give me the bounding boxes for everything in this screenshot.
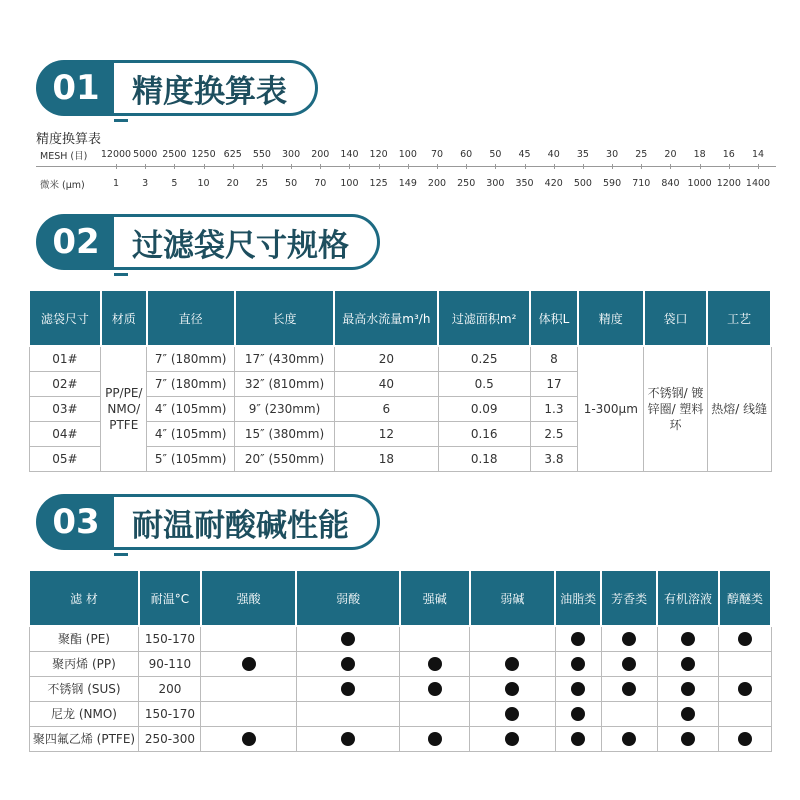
micron-value: 20 [226,178,239,189]
mesh-value: 45 [518,149,531,160]
flow-cell: 40 [334,371,438,396]
scale-tick [641,164,642,169]
resistant-dot-icon [681,732,695,746]
mesh-label: MESH (目) [40,151,88,162]
scale-tick [233,164,234,169]
scale-tick [145,164,146,169]
conversion-divider [36,166,776,167]
resistant-dot-icon [505,707,519,721]
resistance-cell [201,651,297,676]
micron-value: 1 [112,178,120,189]
material-name-cell: 不锈钢 (SUS) [29,676,139,701]
temperature-cell: 250-300 [139,726,201,751]
resistant-dot-icon [622,657,636,671]
scale-tick [437,164,438,169]
size-cell: 01# [29,346,101,371]
scale-tick [729,164,730,169]
resistant-dot-icon [622,682,636,696]
scale-tick [204,164,205,169]
resistance-cell [470,701,556,726]
mesh-row [40,148,765,162]
length-cell: 15″ (380mm) [235,421,335,446]
micron-value: 1200 [716,178,741,189]
resistance-cell [719,626,771,651]
scale-tick [670,164,671,169]
micron-value: 70 [314,178,327,189]
mesh-value: 1250 [191,149,216,160]
mesh-value: 140 [340,149,359,160]
volume-cell: 2.5 [530,421,578,446]
resistant-dot-icon [505,657,519,671]
size-cell: 04# [29,421,101,446]
resistance-cell [400,726,470,751]
mesh-value: 30 [606,149,619,160]
resistance-cell [201,676,297,701]
mesh-value: 625 [223,149,242,160]
resistant-dot-icon [571,657,585,671]
length-cell: 17″ (430mm) [235,346,335,371]
resistant-dot-icon [738,682,752,696]
resistance-cell [555,676,601,701]
resistant-dot-icon [571,682,585,696]
resistance-cell [601,626,657,651]
micron-value: 590 [603,178,622,189]
resistant-dot-icon [738,632,752,646]
table-row [29,346,771,371]
volume-cell: 8 [530,346,578,371]
chemical-resistance-table [28,569,772,752]
column-header: 工艺 [707,290,771,346]
table-row [29,726,771,751]
diameter-cell: 7″ (180mm) [147,346,235,371]
micron-value: 100 [340,178,359,189]
filter-bag-spec-table [28,289,772,472]
resistance-cell [555,726,601,751]
column-header: 强酸 [201,570,297,626]
section-1-banner [36,60,406,116]
resistance-cell [657,701,719,726]
scale-tick [466,164,467,169]
resistant-dot-icon [571,632,585,646]
mesh-value: 50 [489,149,502,160]
micron-row [40,177,771,191]
resistant-dot-icon [738,732,752,746]
column-header: 最高水流量m³/h [334,290,438,346]
scale-tick [583,164,584,169]
flow-cell: 18 [334,446,438,471]
resistance-cell [470,676,556,701]
scale-tick [291,164,292,169]
scale-tick [612,164,613,169]
column-header: 材质 [101,290,147,346]
section-number: 01 [36,60,116,116]
resistance-cell [601,676,657,701]
volume-cell: 3.8 [530,446,578,471]
flow-cell: 6 [334,396,438,421]
resistance-cell [201,726,297,751]
section-number: 03 [36,494,116,550]
length-cell: 20″ (550mm) [235,446,335,471]
material-cell: PP/PE/ NMO/ PTFE [101,346,147,471]
scale-tick [495,164,496,169]
mesh-value: 20 [664,149,677,160]
resistant-dot-icon [341,632,355,646]
column-header: 有机溶液 [657,570,719,626]
mesh-value: 12000 [100,149,132,160]
resistance-cell [296,726,399,751]
resistance-cell [470,626,556,651]
mesh-value: 120 [369,149,388,160]
scale-tick [174,164,175,169]
precision-cell: 1-300μm [578,346,644,471]
process-cell: 热熔/ 线缝 [707,346,771,471]
resistant-dot-icon [505,682,519,696]
resistant-dot-icon [681,707,695,721]
column-header: 弱碱 [470,570,556,626]
resistance-cell [555,626,601,651]
micron-value: 1000 [687,178,712,189]
length-cell: 32″ (810mm) [235,371,335,396]
resistance-cell [657,676,719,701]
conversion-table-title: 精度换算表 [36,132,102,147]
micron-value: 149 [398,178,417,189]
scale-tick [349,164,350,169]
resistant-dot-icon [242,657,256,671]
micron-value: 500 [573,178,592,189]
resistance-cell [719,726,771,751]
resistance-cell [400,676,470,701]
micron-value: 250 [457,178,476,189]
micron-value: 10 [197,178,210,189]
scale-tick [758,164,759,169]
flow-cell: 20 [334,346,438,371]
column-header: 滤 材 [29,570,139,626]
scale-tick [554,164,555,169]
section-number: 02 [36,214,116,270]
mesh-value: 100 [398,149,417,160]
mesh-value: 40 [547,149,560,160]
resistance-cell [296,701,399,726]
resistance-cell [400,626,470,651]
resistance-cell [470,651,556,676]
column-header: 醇醚类 [719,570,771,626]
resistance-cell [400,651,470,676]
micron-value: 840 [661,178,680,189]
section-2-banner [36,214,406,270]
micron-value: 420 [544,178,563,189]
resistance-cell [400,701,470,726]
resistance-cell [555,701,601,726]
scale-tick [700,164,701,169]
table-header-row [29,290,771,346]
table-row [29,701,771,726]
resistant-dot-icon [505,732,519,746]
resistant-dot-icon [571,707,585,721]
material-name-cell: 聚酯 (PE) [29,626,139,651]
column-header: 直径 [147,290,235,346]
resistance-cell [601,651,657,676]
micron-value: 25 [255,178,268,189]
scale-tick [320,164,321,169]
temperature-cell: 150-170 [139,626,201,651]
mesh-value: 60 [460,149,473,160]
micron-value: 50 [285,178,298,189]
mesh-value: 2500 [162,149,187,160]
volume-cell: 17 [530,371,578,396]
flow-cell: 12 [334,421,438,446]
area-cell: 0.16 [438,421,530,446]
resistant-dot-icon [341,732,355,746]
micron-value: 5 [171,178,178,189]
table-row [29,626,771,651]
volume-cell: 1.3 [530,396,578,421]
scale-tick [525,164,526,169]
length-cell: 9″ (230mm) [235,396,335,421]
mesh-value: 70 [430,149,444,160]
column-header: 弱酸 [296,570,399,626]
diameter-cell: 7″ (180mm) [147,371,235,396]
resistance-cell [719,651,771,676]
table-row [29,676,771,701]
micron-value: 300 [486,178,505,189]
mesh-value: 18 [693,149,706,160]
area-cell: 0.5 [438,371,530,396]
resistance-cell [201,626,297,651]
micron-value: 3 [142,178,149,189]
column-header: 耐温°C [139,570,201,626]
section-3-banner [36,494,406,550]
micron-value: 125 [369,178,388,189]
size-cell: 02# [29,371,101,396]
temperature-cell: 150-170 [139,701,201,726]
resistant-dot-icon [681,682,695,696]
mesh-value: 25 [635,149,648,160]
column-header: 滤袋尺寸 [29,290,101,346]
resistance-cell [601,701,657,726]
column-header: 体积L [530,290,578,346]
resistance-cell [296,651,399,676]
scale-tick [116,164,117,169]
resistance-cell [296,626,399,651]
column-header: 精度 [578,290,644,346]
material-name-cell: 尼龙 (NMO) [29,701,139,726]
resistance-cell [601,726,657,751]
area-cell: 0.25 [438,346,530,371]
resistant-dot-icon [428,732,442,746]
resistant-dot-icon [571,732,585,746]
column-header: 油脂类 [555,570,601,626]
diameter-cell: 4″ (105mm) [147,421,235,446]
column-header: 芳香类 [601,570,657,626]
micron-value: 200 [427,178,447,189]
resistant-dot-icon [681,657,695,671]
scale-tick [408,164,409,169]
temperature-cell: 90-110 [139,651,201,676]
column-header: 强碱 [400,570,470,626]
section-title: 耐温耐酸碱性能 [128,494,380,550]
resistant-dot-icon [681,632,695,646]
resistant-dot-icon [428,682,442,696]
micron-value: 1400 [745,178,771,189]
material-name-cell: 聚丙烯 (PP) [29,651,139,676]
resistance-cell [201,701,297,726]
micron-value: 350 [515,178,534,189]
mesh-value: 550 [252,149,271,160]
mesh-value: 300 [282,149,301,160]
mesh-value: 35 [576,149,589,160]
table-row [29,651,771,676]
bag-mouth-cell: 不锈钢/ 镀锌圈/ 塑料环 [644,346,708,471]
resistant-dot-icon [622,632,636,646]
section-title: 过滤袋尺寸规格 [128,214,380,270]
resistance-cell [470,726,556,751]
resistance-cell [657,626,719,651]
mesh-value: 5000 [133,149,158,160]
temperature-cell: 200 [139,676,201,701]
material-name-cell: 聚四氟乙烯 (PTFE) [29,726,139,751]
resistant-dot-icon [622,732,636,746]
area-cell: 0.18 [438,446,530,471]
column-header: 长度 [235,290,335,346]
column-header: 过滤面积m² [438,290,530,346]
micron-value: 710 [632,178,651,189]
resistance-cell [719,701,771,726]
scale-tick [379,164,380,169]
resistance-cell [657,651,719,676]
resistant-dot-icon [341,657,355,671]
resistant-dot-icon [242,732,256,746]
resistance-cell [719,676,771,701]
area-cell: 0.09 [438,396,530,421]
diameter-cell: 5″ (105mm) [147,446,235,471]
size-cell: 05# [29,446,101,471]
column-header: 袋口 [644,290,708,346]
mesh-value: 200 [311,149,330,160]
resistant-dot-icon [341,682,355,696]
table-header-row [29,570,771,626]
resistance-cell [657,726,719,751]
resistance-cell [555,651,601,676]
scale-tick [262,164,263,169]
micron-label: 微米 (μm) [40,180,85,191]
size-cell: 03# [29,396,101,421]
diameter-cell: 4″ (105mm) [147,396,235,421]
resistant-dot-icon [428,657,442,671]
mesh-value: 16 [722,149,735,160]
resistance-cell [296,676,399,701]
mesh-value: 14 [751,149,765,160]
section-title: 精度换算表 [128,60,318,116]
